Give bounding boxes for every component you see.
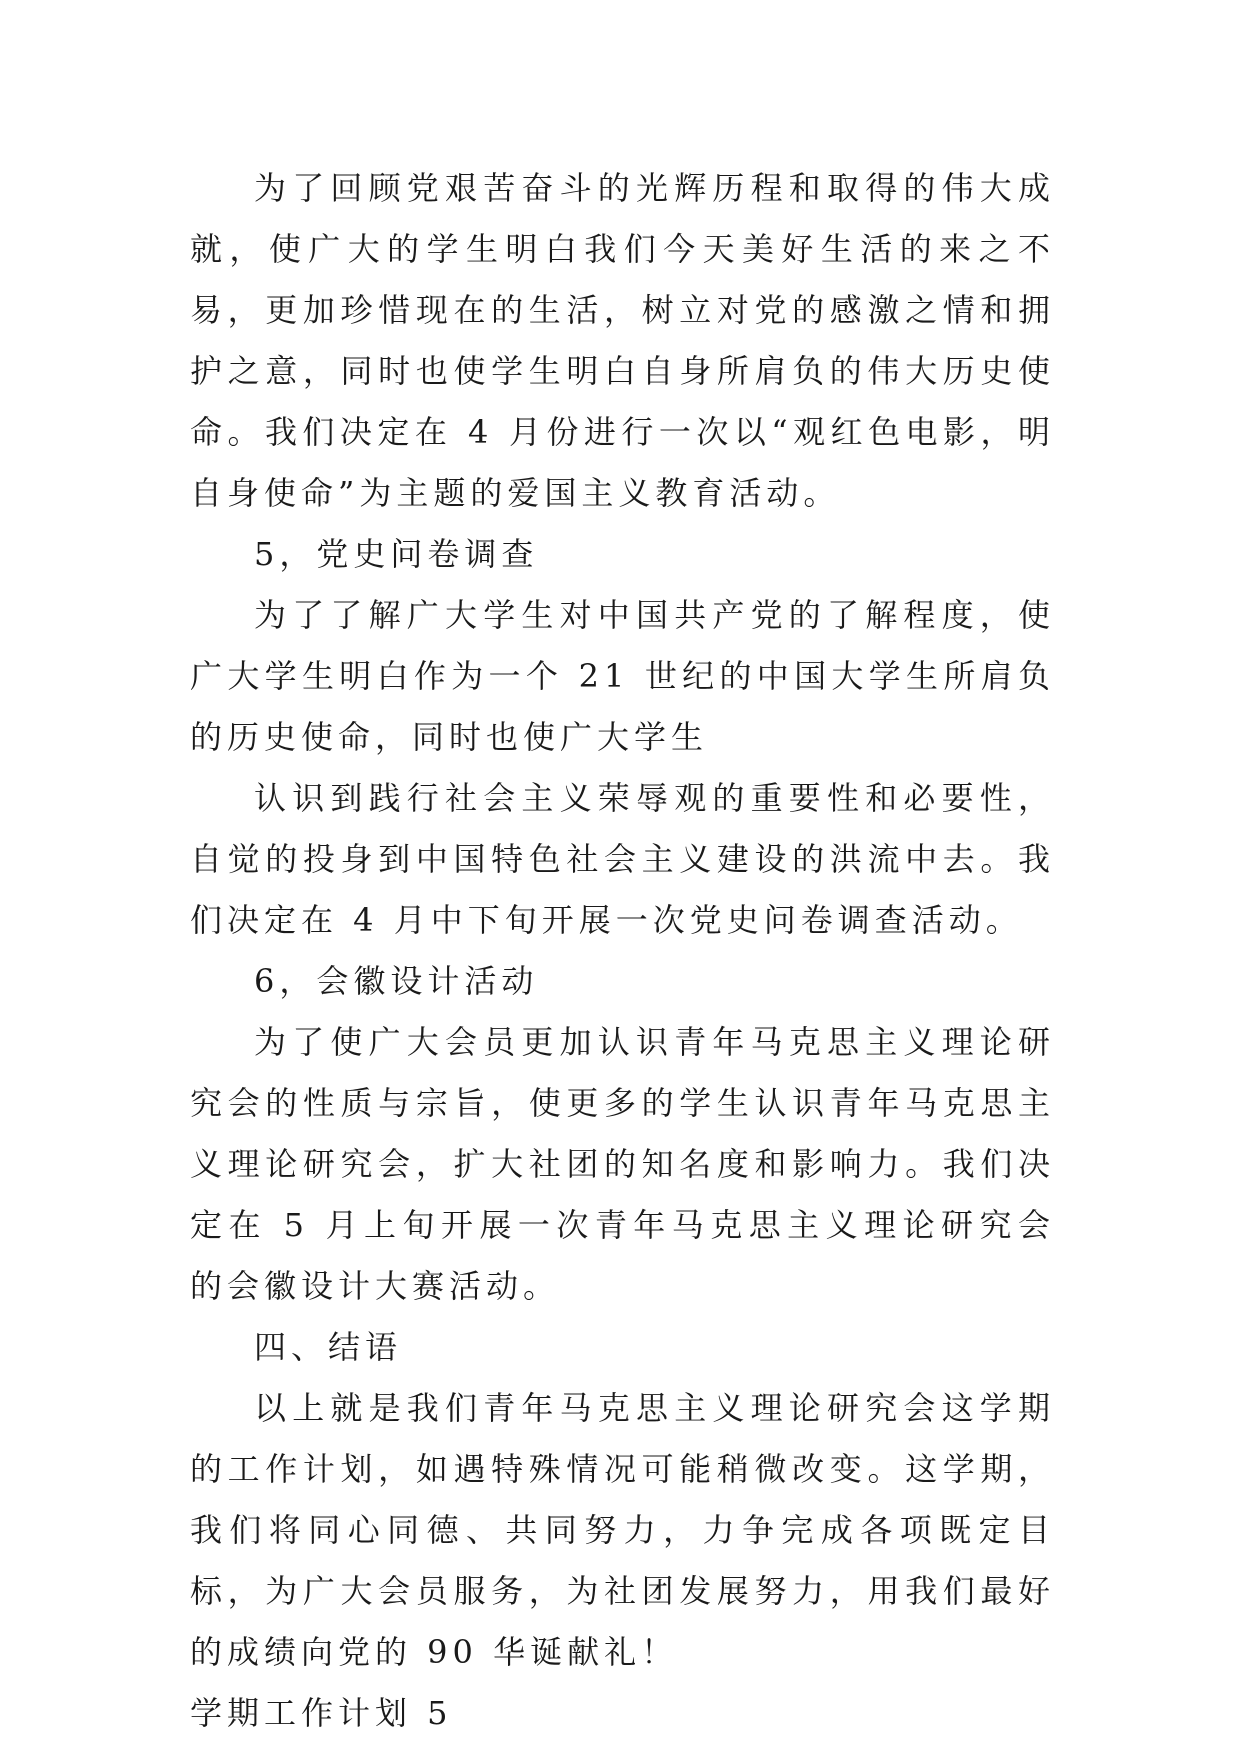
section-heading-conclusion: 四、结语	[254, 1328, 403, 1366]
document-body	[190, 158, 1055, 1744]
paragraph-survey-plan: 认识到践行社会主义荣辱观的重要性和必要性，自觉的投身到中国特色社会主义建设的洪流中去。我们决定在 4 月中下旬开展一次党史问卷调查活动。	[190, 779, 1055, 939]
paragraph-survey-purpose: 为了了解广大学生对中国共产党的了解程度，使广大学生明白作为一个 21 世纪的中国大学生所肩负的历史使命，同时也使广大学生	[190, 596, 1055, 756]
paragraph-emblem-design: 为了使广大会员更加认识青年马克思主义理论研究会的性质与宗旨，使更多的学生认识青年马克思主义理论研究会，扩大社团的知名度和影响力。我们决定在 5 月上旬开展一次青年马克思主义理论研究会的会徽设计大赛活动。	[190, 1023, 1055, 1305]
paragraph-red-film-activity: 为了回顾党艰苦奋斗的光辉历程和取得的伟大成就，使广大的学生明白我们今天美好生活的来之不易，更加珍惜现在的生活，树立对党的感激之情和拥护之意，同时也使学生明白自身所肩负的伟大历史使命。我们决定在 4 月份进行一次以“观红色电影，明自身使命”为主题的爱国主义教育活动。	[190, 169, 1055, 512]
section-heading-emblem-design: 6，会徽设计活动	[254, 962, 539, 1000]
paragraph-conclusion: 以上就是我们青年马克思主义理论研究会这学期的工作计划，如遇特殊情况可能稍微改变。这学期，我们将同心同德、共同努力，力争完成各项既定目标，为广大会员服务，为社团发展努力，用我们最好的成绩向党的 90 华诞献礼！	[190, 1389, 1055, 1671]
section-title-plan-5: 学期工作计划 5	[190, 1694, 453, 1732]
section-heading-party-history-survey: 5，党史问卷调查	[254, 535, 539, 573]
